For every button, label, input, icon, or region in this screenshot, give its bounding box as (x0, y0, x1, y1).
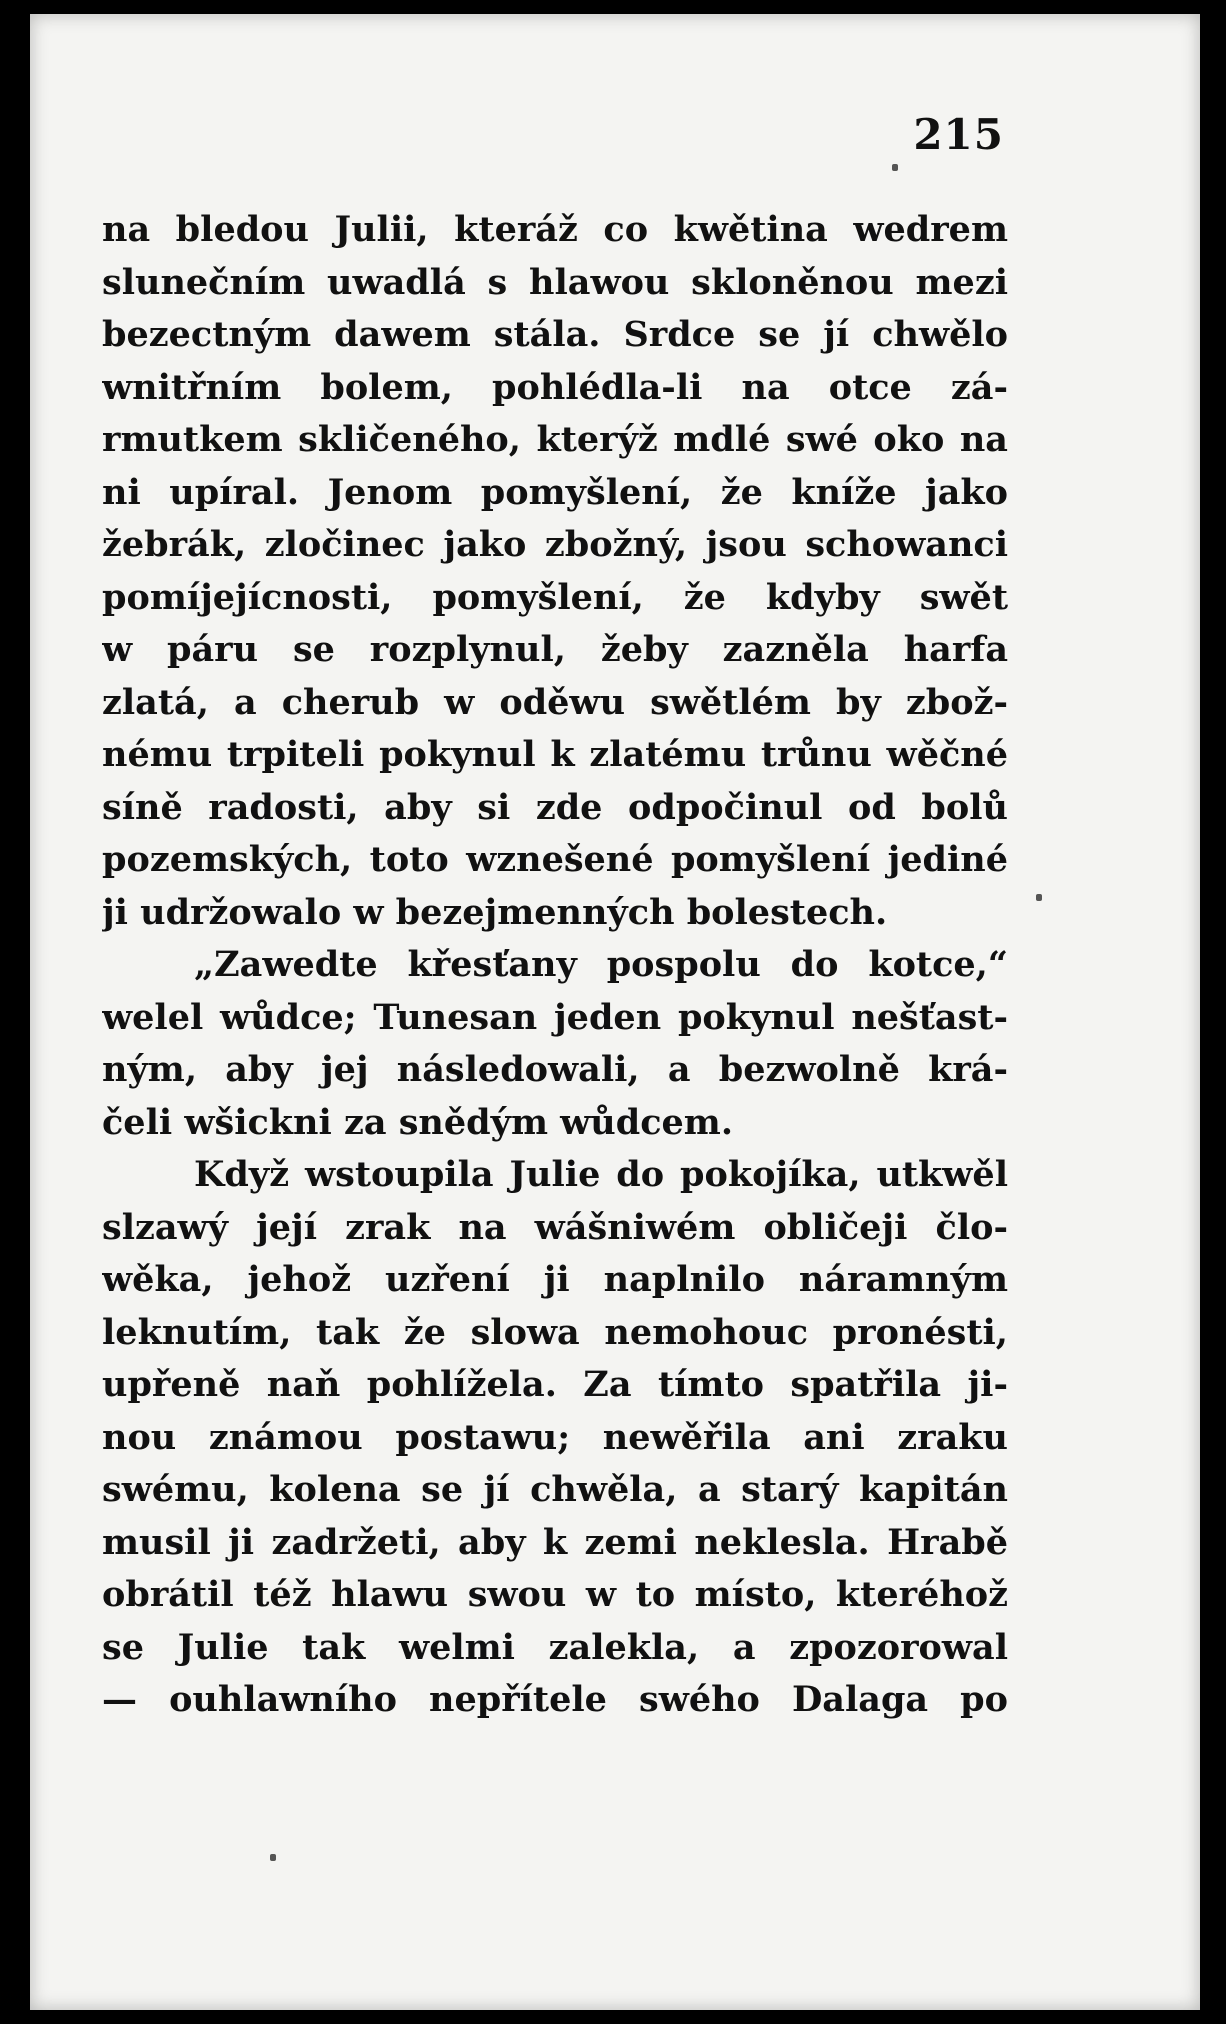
text-line: welel wůdce; Tunesan jeden pokynul nešťast- (102, 996, 1008, 1038)
text-line: w páru se rozplynul, žeby zazněla harfa (102, 629, 1008, 670)
ink-speck (1036, 894, 1042, 901)
text-line: na bledou Julii, kteráž co kwětina wedrem (102, 209, 1008, 250)
body-text (102, 204, 1008, 1727)
ink-speck (270, 1854, 276, 1861)
ink-speck (892, 164, 898, 171)
paper-sheet (30, 14, 1200, 2010)
text-line: žebrák, zločinec jako zbožný, jsou schowanci (102, 524, 1008, 565)
text-line: nou známou postawu; newěřila ani zraku (102, 1416, 1008, 1458)
text-line: ni upíral. Jenom pomyšlení, že kníže jako (102, 471, 1008, 513)
text-line: Když wstoupila Julie do pokojíka, utkwěl (194, 1154, 1008, 1195)
text-line: ným, aby jej následowali, a bezwolně krá- (102, 1049, 1008, 1090)
page-number: 215 (913, 110, 1004, 159)
text-line: slzawý její zrak na wášniwém obličeji člo- (102, 1206, 1008, 1248)
text-line: upřeně naň pohlížela. Za tímto spatřila ji- (102, 1364, 1008, 1405)
text-line: čeli wšickni za snědým wůdcem. (102, 1101, 734, 1143)
text-line: síně radosti, aby si zde odpočinul od bolů (102, 786, 1008, 828)
text-line: leknutím, tak že slowa nemohouc pronésti, (102, 1311, 1008, 1353)
text-line: se Julie tak welmi zalekla, a zpozorowal (102, 1626, 1008, 1668)
text-line: rmutkem skličeného, kterýž mdlé swé oko na (102, 419, 1008, 460)
text-line: slunečním uwadlá s hlawou skloněnou mezi (102, 261, 1008, 303)
text-line: „Zawedte křesťany pospolu do kotce,“ (194, 944, 1008, 985)
text-line: musil ji zadržeti, aby k zemi neklesla. Hrabě (102, 1521, 1008, 1563)
text-line: ji udržowalo w bezejmenných bolestech. (102, 891, 888, 933)
text-line: — ouhlawního nepřítele swého Dalaga po (102, 1679, 1008, 1720)
text-line: pozemských, toto wznešené pomyšlení jediné (102, 839, 1008, 880)
text-line: nému trpiteli pokynul k zlatému trůnu wěčné (102, 734, 1008, 775)
text-line: pomíjejícnosti, pomyšlení, že kdyby swět (102, 576, 1008, 618)
text-line: wnitřním bolem, pohlédla-li na otce zá- (102, 366, 1008, 408)
text-line: wěka, jehož uzření ji naplnilo náramným (102, 1259, 1008, 1300)
text-line: zlatá, a cherub w oděwu swětlém by zbož- (102, 681, 1008, 723)
text-line: swému, kolena se jí chwěla, a starý kapitán (102, 1469, 1008, 1510)
text-line: obrátil též hlawu swou w to místo, kteréhož (102, 1574, 1008, 1615)
text-line: bezectným dawem stála. Srdce se jí chwělo (102, 314, 1008, 355)
